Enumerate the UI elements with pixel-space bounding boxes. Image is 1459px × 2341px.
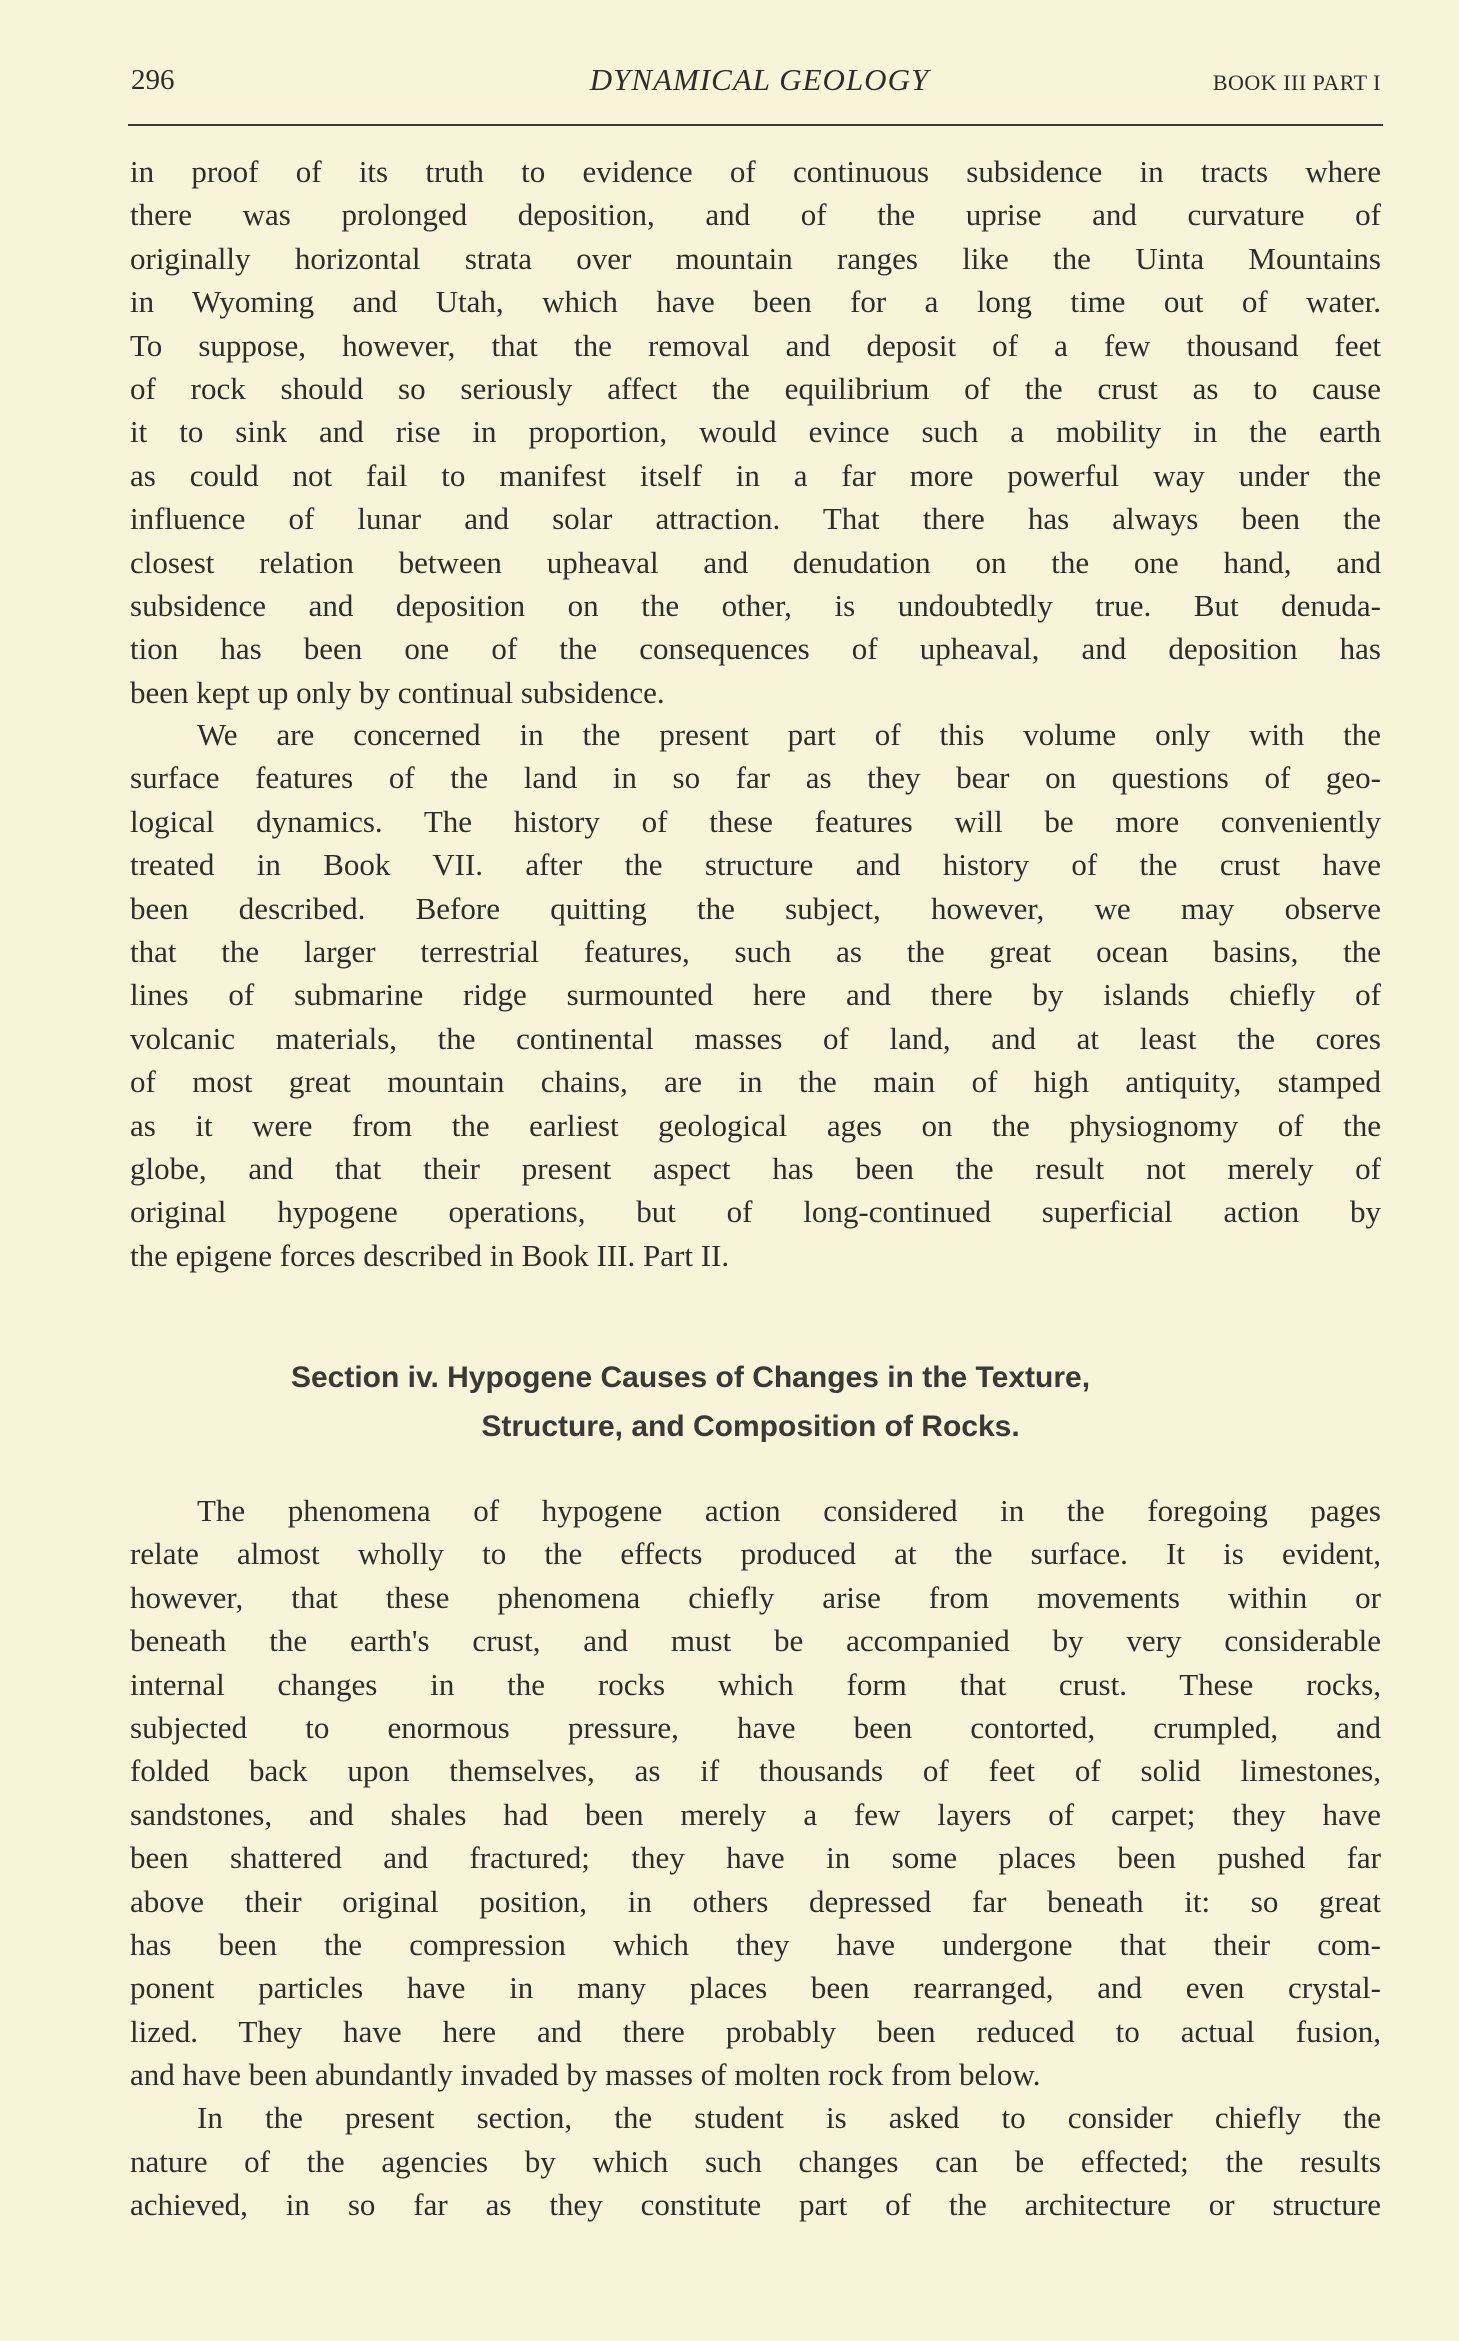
text-line: been described. Before quitting the subject, however, we may observe	[130, 890, 1381, 926]
text-line: We are concerned in the present part of this volume only with the	[197, 717, 1381, 752]
text-line: subjected to enormous pressure, have been contorted, crumpled, and	[130, 1709, 1381, 1745]
text-line: lized. They have here and there probably been reduced to actual fusion,	[130, 2013, 1381, 2049]
section-heading-line: Structure, and Composition of Rocks.	[481, 1410, 1020, 1443]
page-number: 296	[131, 64, 175, 96]
text-line: relate almost wholly to the effects produced at the surface. It is evident,	[130, 1536, 1381, 1572]
text-line: there was prolonged deposition, and of the uprise and curvature of	[130, 197, 1381, 233]
text-line: in Wyoming and Utah, which have been for a long time out of water.	[130, 284, 1381, 320]
text-line: originally horizontal strata over mountain ranges like the Uinta Mountains	[130, 240, 1381, 276]
text-line: the epigene forces described in Book III. Part II.	[130, 1237, 730, 1273]
text-line: above their original position, in others depressed far beneath it: so great	[130, 1883, 1381, 1919]
text-line: been kept up only by continual subsidence.	[130, 674, 665, 710]
text-line: surface features of the land in so far as they bear on questions of geo-	[130, 760, 1381, 796]
text-line: that the larger terrestrial features, such as the great ocean basins, the	[130, 933, 1381, 969]
section-heading-line: Section iv. Hypogene Causes of Changes in the Texture,	[290, 1361, 1091, 1394]
text-line: closest relation between upheaval and denudation on the one hand, and	[130, 544, 1381, 580]
text-line: internal changes in the rocks which form that crust. These rocks,	[130, 1666, 1381, 1702]
text-line: beneath the earth's crust, and must be accompanied by very considerable	[130, 1623, 1381, 1659]
paragraph	[130, 150, 1381, 714]
text-line: globe, and that their present aspect has been the result not merely of	[130, 1150, 1381, 1186]
text-line: sandstones, and shales had been merely a few layers of carpet; they have	[130, 1796, 1381, 1832]
text-line: lines of submarine ridge surmounted here and there by islands chiefly of	[130, 977, 1381, 1013]
text-line: tion has been one of the consequences of upheaval, and deposition has	[130, 631, 1381, 667]
text-line: volcanic materials, the continental masses of land, and at least the cores	[130, 1020, 1381, 1056]
text-line: To suppose, however, that the removal and deposit of a few thousand feet	[130, 327, 1381, 363]
text-line: folded back upon themselves, as if thousands of feet of solid limestones,	[130, 1753, 1381, 1789]
book-part-label: BOOK III PART I	[1212, 70, 1381, 95]
text-line: In the present section, the student is asked to consider chiefly the	[197, 2100, 1381, 2136]
text-line: original hypogene operations, but of long-continued superficial action by	[130, 1194, 1381, 1230]
text-line: and have been abundantly invaded by masses of molten rock from below.	[130, 2057, 1041, 2093]
text-line: nature of the agencies by which such changes can be effected; the results	[130, 2143, 1381, 2179]
running-title: DYNAMICAL GEOLOGY	[589, 62, 930, 97]
text-line: influence of lunar and solar attraction. That there has always been the	[130, 501, 1381, 537]
text-line: achieved, in so far as they constitute part of the architecture or structure	[130, 2187, 1381, 2223]
text-line: logical dynamics. The history of these features will be more conveniently	[130, 803, 1381, 839]
text-line: treated in Book VII. after the structure and history of the crust have	[130, 847, 1381, 883]
text-line: subsidence and deposition on the other, is undoubtedly true. But denuda-	[130, 587, 1381, 623]
text-line: in proof of its truth to evidence of continuous subsidence in tracts where	[130, 154, 1381, 189]
text-line: The phenomena of hypogene action considered in the foregoing pages	[197, 1493, 1381, 1528]
text-line: however, that these phenomena chiefly arise from movements within or	[130, 1579, 1381, 1615]
text-line: of most great mountain chains, are in the main of high antiquity, stamped	[130, 1064, 1381, 1100]
paragraph	[130, 1489, 1381, 2227]
paragraph	[130, 713, 1381, 1277]
text-line: ponent particles have in many places been rearranged, and even crystal-	[130, 1970, 1381, 2006]
text-line: as it were from the earliest geological ages on the physiognomy of the	[130, 1107, 1381, 1143]
header-rule	[128, 124, 1383, 126]
text-line: it to sink and rise in proportion, would evince such a mobility in the earth	[130, 414, 1381, 450]
text-line: as could not fail to manifest itself in a far more powerful way under the	[130, 457, 1381, 493]
text-line: been shattered and fractured; they have in some places been pushed far	[130, 1840, 1381, 1876]
text-line: has been the compression which they have undergone that their com-	[130, 1926, 1381, 1962]
text-line: of rock should so seriously affect the equilibrium of the crust as to cause	[130, 370, 1381, 406]
